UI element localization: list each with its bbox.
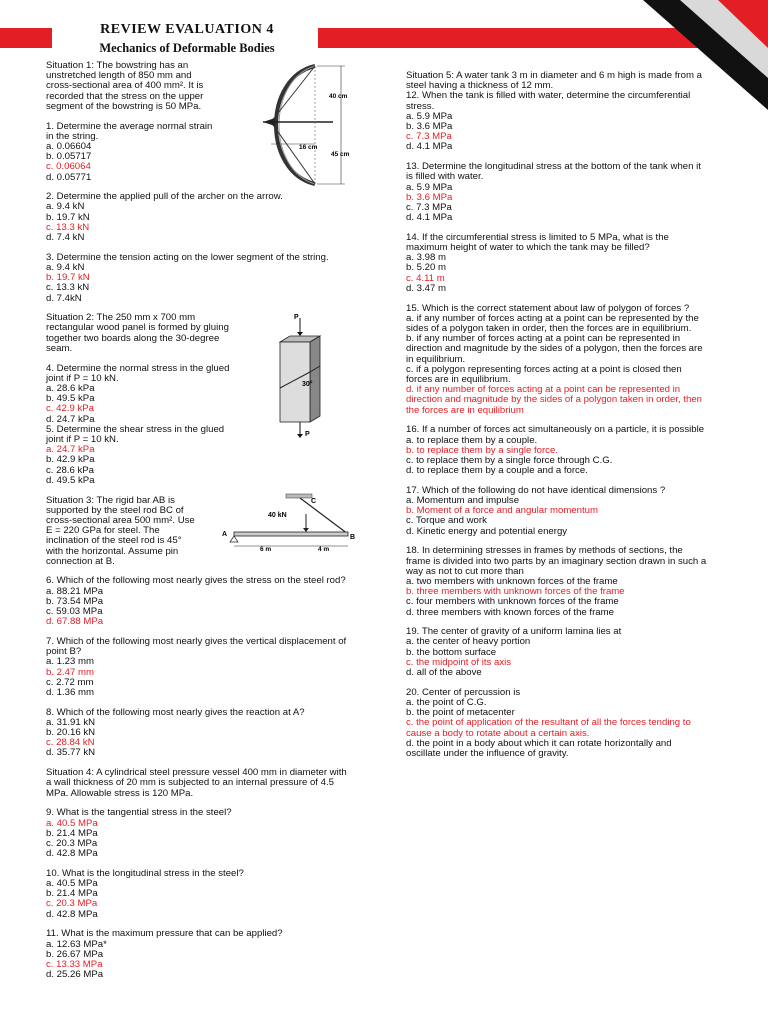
text-line: joint if P = 10 kN. [46, 434, 119, 445]
text-line: a. 0.06604 [46, 140, 92, 152]
beam-point-a: A [222, 531, 228, 538]
correct-answer: b. 2.47 mm [46, 666, 94, 678]
right-question-block [406, 162, 726, 223]
left-question-block [46, 808, 366, 859]
text-line: 18. In determining stresses in frames by methods of sections, the [406, 545, 683, 557]
left-question-block [46, 637, 366, 698]
text-line: c. 13.3 kN [46, 282, 90, 294]
text-line: inclination of the steel rod is 45° [46, 535, 182, 547]
text-line: seam. [46, 342, 73, 354]
text-line: b. 42.9 kPa [46, 454, 95, 466]
text-line: b. 5.20 m [406, 262, 446, 274]
left-question-block [46, 768, 366, 799]
text-line: 20. Center of percussion is [406, 686, 521, 698]
text-line: 14. If the circumferential stress is limited to 5 MPa, what is the [406, 231, 669, 243]
correct-answer: b. three members with unknown forces of the frame [406, 586, 625, 598]
text-line: d. to replace them by a couple and a force. [406, 465, 588, 477]
text-line: stress. [406, 100, 435, 112]
text-line: a. two members with unknown forces of the frame [406, 575, 618, 587]
text-line: d. 42.8 MPa [46, 848, 98, 860]
text-line: 17. Which of the following do not have identical dimensions ? [406, 484, 666, 496]
text-line: 9. What is the tangential stress in the steel? [46, 807, 232, 819]
text-line: with the horizontal. Assume pin [46, 545, 179, 557]
text-line: c. four members with unknown forces of the frame [406, 596, 619, 608]
text-line: E = 220 GPa for steel. The [46, 525, 160, 537]
text-line: connection at B. [46, 555, 115, 567]
beam-dim-6m: 6 m [260, 546, 272, 553]
correct-answer: b. Moment of a force and angular momentum [406, 505, 598, 517]
text-line: a. the center of heavy portion [406, 636, 531, 648]
text-line: supported by the steel rod BC of [46, 504, 184, 516]
left-question-block [46, 253, 366, 304]
text-line: Situation 5: A water tank 3 m in diameter and 6 m high is made from a [406, 70, 702, 81]
text-line: a. 9.4 kN [46, 201, 85, 213]
text-line: steel having a thickness of 12 mm. [406, 80, 554, 92]
beam-load-label: 40 kN [268, 512, 287, 519]
text-line: 3. Determine the tension acting on the lower segment of the string. [46, 251, 329, 263]
text-line: c. if a polygon representing forces acting at a point is closed then [406, 363, 682, 375]
text-line: Situation 4: A cylindrical steel pressure vessel 400 mm in diameter with [46, 767, 347, 779]
text-line: 16. If a number of forces act simultaneously on a particle, it is possible [406, 424, 705, 436]
left-question-block [46, 313, 366, 354]
correct-answer: c. 42.9 kPa [46, 403, 94, 415]
text-line: b. 49.5 kPa [46, 393, 95, 405]
right-question-block [406, 304, 726, 416]
text-line: together two boards along the 30-degree [46, 332, 220, 344]
text-line: 19. The center of gravity of a uniform lamina lies at [406, 626, 622, 638]
text-line: c. to replace them by a single force through C.G. [406, 454, 613, 466]
correct-answer: b. 3.6 MPa [406, 191, 453, 203]
beam-point-c: C [311, 498, 317, 505]
left-question-block [46, 122, 366, 183]
text-line: b. 21.4 MPa [46, 888, 98, 900]
text-line: unstretched length of 850 mm and [46, 70, 192, 82]
text-line: d. 7.4 kN [46, 232, 85, 244]
text-line: c. 59.03 MPa [46, 606, 103, 618]
beam-point-b: B [350, 534, 356, 541]
correct-answer: cause a body to rotate about a certain axis. [406, 727, 590, 739]
text-line: b. 20.16 kN [46, 727, 96, 739]
text-line: sides of a polygon taken in order, then the forces are in equilibrium. [406, 322, 692, 334]
text-line: 15. Which is the correct statement about law of polygon of forces ? [406, 302, 690, 314]
text-line: a. if any number of forces acting at a point can be represented by the [406, 312, 699, 324]
left-question-block [46, 61, 366, 112]
panel-load-bottom: P [305, 431, 310, 438]
left-column [46, 61, 366, 980]
right-question-block [406, 233, 726, 294]
text-line: 4. Determine the normal stress in the glued [46, 362, 230, 374]
text-line: forces are in equilibrium. [406, 373, 511, 385]
text-line: d. 0.05771 [46, 171, 92, 183]
left-question-block [46, 929, 366, 980]
text-line: d. 49.5 kPa [46, 474, 95, 486]
text-line: MPa. Allowable stress is 120 MPa. [46, 787, 194, 799]
left-question-block [46, 364, 366, 486]
correct-answer: direction and magnitude by the sides of a polygon taken in order, then [406, 394, 703, 406]
text-line: c. 7.3 MPa [406, 201, 452, 213]
text-line: d. 4.1 MPa [406, 141, 453, 153]
text-line: a. 5.9 MPa [406, 110, 453, 122]
right-question-block [406, 688, 726, 759]
right-column [406, 71, 726, 759]
text-line: 10. What is the longitudinal stress in the steel? [46, 867, 244, 879]
text-line: d. 7.4kN [46, 292, 82, 304]
text-line: a. 1.23 mm [46, 656, 94, 668]
text-line: frame is divided into two parts by an imaginary section drawn in such a [406, 555, 707, 567]
text-line: 8. Which of the following most nearly gives the reaction at A? [46, 706, 305, 718]
left-question-block [46, 708, 366, 759]
text-line: direction and magnitude by the sides of a polygon, then the forces are [406, 343, 703, 355]
text-line: 11. What is the maximum pressure that can be applied? [46, 928, 283, 940]
text-line: 7. Which of the following most nearly gives the vertical displacement of [46, 635, 347, 647]
text-line: d. all of the above [406, 667, 482, 679]
text-line: c. 20.3 MPa [46, 837, 98, 849]
text-line: d. 3.47 m [406, 282, 446, 294]
correct-answer: c. 28.84 kN [46, 737, 95, 749]
text-line: Situation 2: The 250 mm x 700 mm [46, 312, 196, 324]
bow-label-45cm: 45 cm [331, 151, 350, 158]
correct-answer: a. 24.7 kPa [46, 444, 95, 456]
text-line: oscillate under the influence of gravity. [406, 747, 569, 759]
text-line: b. 21.4 MPa [46, 827, 98, 839]
correct-answer: c. 13.3 kN [46, 221, 90, 233]
text-line: b. 0.05717 [46, 151, 92, 163]
text-line: 5. Determine the shear stress in the glued [46, 423, 225, 435]
text-line: b. if any number of forces acting at a point can be represented in [406, 333, 681, 345]
title-text: REVIEW EVALUATION 4 [100, 22, 274, 37]
text-line: a. Momentum and impulse [406, 495, 520, 507]
text-line: d. 24.7 kPa [46, 413, 95, 425]
text-line: b. the bottom surface [406, 646, 497, 658]
text-line: d. the point in a body about which it can rotate horizontally and [406, 737, 672, 749]
text-line: a. 31.91 kN [46, 716, 96, 728]
right-question-block [406, 71, 726, 153]
bow-label-16cm: 16 cm [299, 144, 318, 151]
text-line: cross-sectional area 500 mm². Use [46, 514, 195, 526]
left-question-block [46, 576, 366, 627]
text-line: 2. Determine the applied pull of the archer on the arrow. [46, 191, 283, 203]
beam-dim-4m: 4 m [318, 546, 330, 553]
text-line: d. 25.26 MPa [46, 969, 104, 981]
subtitle-text: Mechanics of Deformable Bodies [99, 41, 275, 55]
right-question-block [406, 486, 726, 537]
text-line: 6. Which of the following most nearly gives the stress on the steel rod? [46, 575, 346, 587]
text-line: 12. When the tank is filled with water, determine the circumferential [406, 90, 691, 102]
correct-answer: b. 19.7 kN [46, 272, 90, 284]
text-line: d. 35.77 kN [46, 747, 96, 759]
correct-answer: c. the midpoint of its axis [406, 656, 512, 668]
text-line: d. Kinetic energy and potential energy [406, 525, 568, 537]
correct-answer: d. 67.88 MPa [46, 616, 104, 628]
correct-answer: a. 40.5 MPa [46, 817, 98, 829]
text-line: a. 3.98 m [406, 252, 446, 264]
left-question-block [46, 192, 366, 243]
right-question-block [406, 546, 726, 617]
bow-label-40cm: 40 cm [329, 93, 348, 100]
text-line: d. 42.8 MPa [46, 908, 98, 920]
text-line: recorded that the stress on the upper [46, 90, 204, 102]
text-line: d. 1.36 mm [46, 686, 94, 698]
right-question-block [406, 627, 726, 678]
text-line: c. Torque and work [406, 515, 487, 527]
text-line: a wall thickness of 20 mm is subjected to an internal pressure of 4.5 [46, 777, 334, 789]
right-question-block [406, 425, 726, 476]
text-line: b. 19.7 kN [46, 211, 90, 223]
text-line: a. 12.63 MPa* [46, 938, 107, 950]
text-line: Situation 1: The bowstring has an [46, 60, 189, 71]
panel-load-top: P [294, 314, 299, 321]
text-line: Situation 3: The rigid bar AB is [46, 494, 175, 506]
text-line: a. 5.9 MPa [406, 181, 453, 193]
text-line: d. three members with known forces of the frame [406, 606, 614, 618]
text-line: 13. Determine the longitudinal stress at the bottom of the tank when it [406, 161, 701, 173]
correct-answer: c. the point of application of the resultant of all the forces tending to [406, 717, 691, 729]
correct-answer: c. 4.11 m [406, 272, 445, 284]
text-line: a. 28.6 kPa [46, 382, 95, 394]
text-line: maximum height of water to which the tank may be filled? [406, 242, 650, 254]
header-red-bar-left [0, 28, 52, 48]
text-line: b. the point of metacenter [406, 707, 515, 719]
text-line: a. 40.5 MPa [46, 878, 98, 890]
correct-answer: c. 7.3 MPa [406, 131, 452, 143]
correct-answer: c. 13.33 MPa [46, 958, 103, 970]
text-line: in equilibrium. [406, 353, 466, 365]
text-line: point B? [46, 646, 82, 658]
text-line: b. 73.54 MPa [46, 595, 104, 607]
text-line: b. 3.6 MPa [406, 121, 453, 133]
correct-answer: c. 20.3 MPa [46, 898, 98, 910]
text-line: in the string. [46, 130, 99, 142]
text-line: 1. Determine the average normal strain [46, 120, 213, 132]
text-line: d. 4.1 MPa [406, 212, 453, 224]
correct-answer: the forces are in equilibrium [406, 404, 524, 416]
text-line: a. to replace them by a couple. [406, 434, 538, 446]
document-title [62, 22, 312, 56]
text-line: a. 9.4 kN [46, 261, 85, 273]
correct-answer: c. 0.06064 [46, 161, 91, 173]
left-question-block [46, 496, 366, 567]
panel-angle: 30° [302, 381, 313, 388]
text-line: cross-sectional area of 400 mm². It is [46, 80, 204, 92]
text-line: way as not to cut more than [406, 565, 524, 577]
text-line: joint if P = 10 kN. [46, 372, 119, 384]
text-line: c. 28.6 kPa [46, 464, 94, 476]
text-line: c. 2.72 mm [46, 676, 94, 688]
text-line: is filled with water. [406, 171, 484, 183]
correct-answer: d. if any number of forces acting at a point can be represented in [406, 384, 681, 396]
text-line: a. the point of C.G. [406, 696, 487, 708]
text-line: a. 88.21 MPa [46, 585, 104, 597]
left-question-block [46, 869, 366, 920]
text-line: b. 26.67 MPa [46, 948, 104, 960]
correct-answer: b. to replace them by a single force. [406, 444, 558, 456]
text-line: segment of the bowstring is 50 MPa. [46, 100, 202, 112]
text-line: rectangular wood panel is formed by gluing [46, 322, 229, 334]
